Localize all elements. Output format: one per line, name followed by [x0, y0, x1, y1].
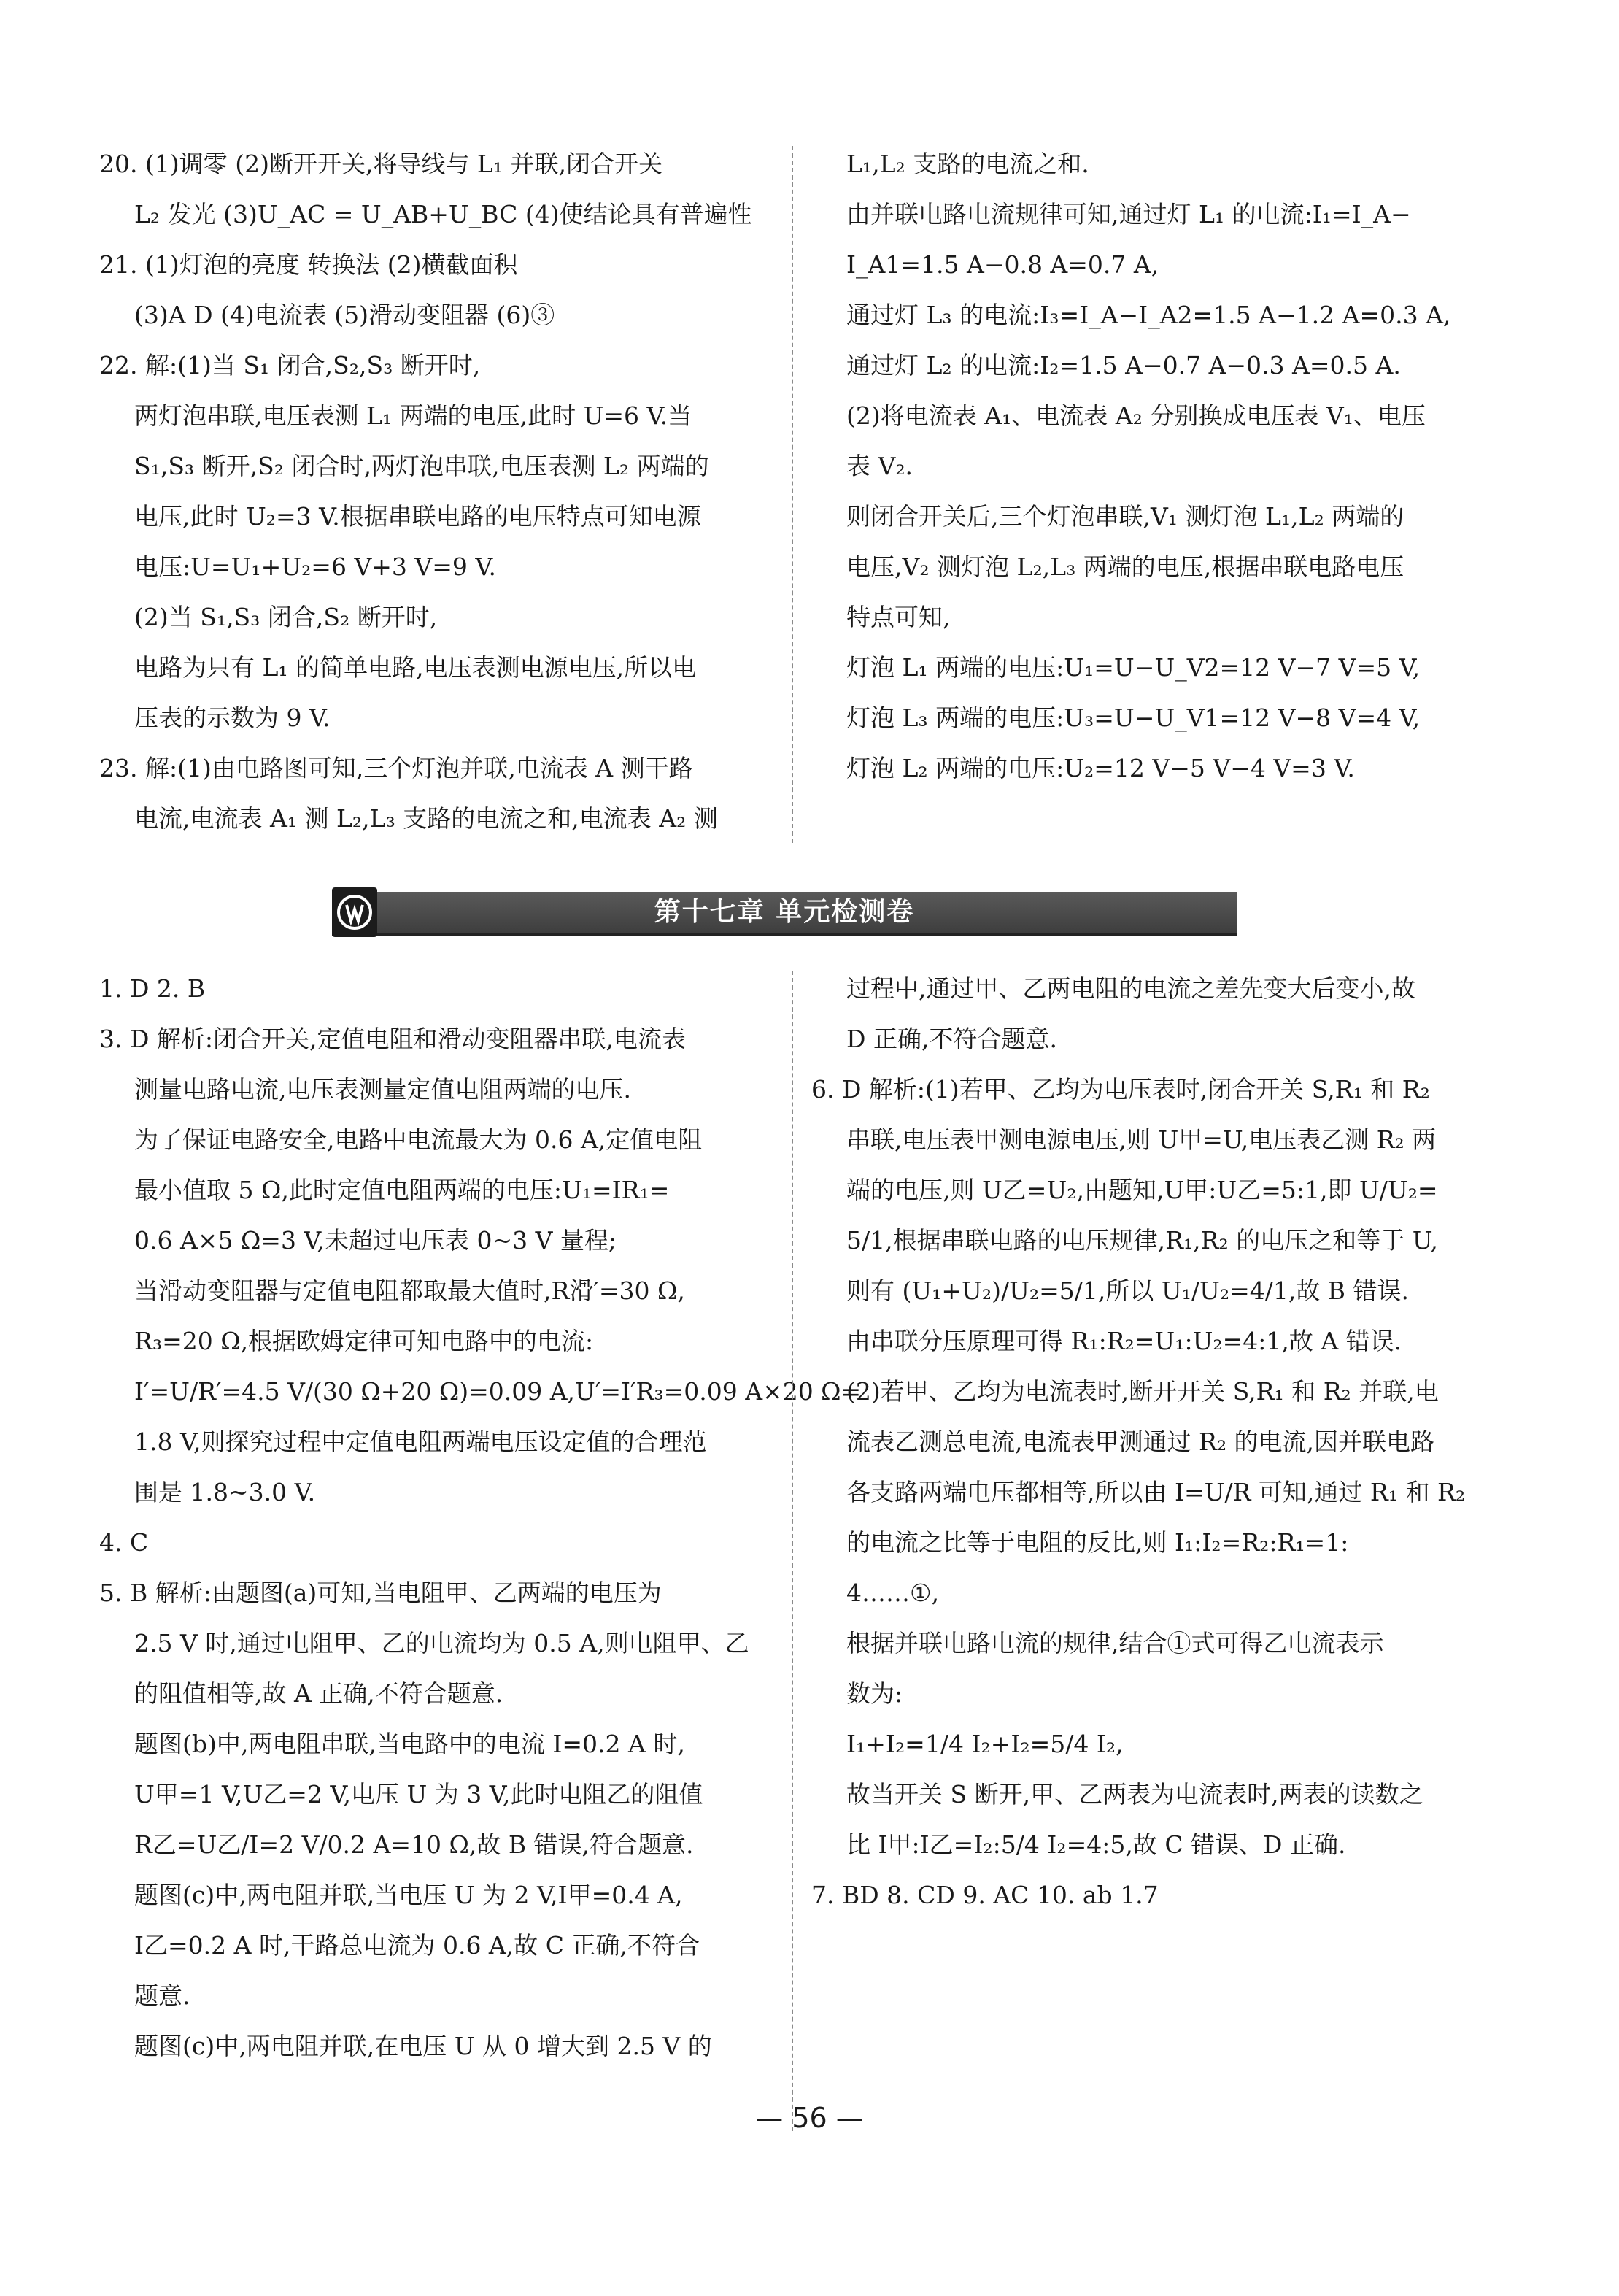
answer-line: 1. D 2. B [99, 974, 206, 1003]
answer-line: 通过灯 L₂ 的电流:I₂=1.5 A−0.7 A−0.3 A=0.5 A. [846, 351, 1401, 380]
answer-line: 电流,电流表 A₁ 测 L₂,L₃ 支路的电流之和,电流表 A₂ 测 [134, 804, 718, 833]
answer-line: 1.8 V,则探究过程中定值电阻两端电压设定值的合理范 [134, 1428, 707, 1456]
answer-line: 7. BD 8. CD 9. AC 10. ab 1.7 [811, 1881, 1159, 1909]
answer-line: 流表乙测总电流,电流表甲测通过 R₂ 的电流,因并联电路 [846, 1428, 1435, 1456]
answer-line: S₁,S₃ 断开,S₂ 闭合时,两灯泡串联,电压表测 L₂ 两端的 [134, 452, 709, 480]
answer-line: 5. B 解析:由题图(a)可知,当电阻甲、乙两端的电压为 [99, 1579, 662, 1607]
answer-line: I′=U/R′=4.5 V/(30 Ω+20 Ω)=0.09 A,U′=I′R₃=0.09 A×20 Ω= [134, 1377, 862, 1406]
answer-line: 通过灯 L₃ 的电流:I₃=I_A−I_A2=1.5 A−1.2 A=0.3 A, [846, 301, 1451, 329]
answer-line: 6. D 解析:(1)若甲、乙均为电压表时,闭合开关 S,R₁ 和 R₂ [811, 1075, 1430, 1103]
answer-line: 23. 解:(1)由电路图可知,三个灯泡并联,电流表 A 测干路 [99, 754, 693, 782]
answer-line: 最小值取 5 Ω,此时定值电阻两端的电压:U₁=IR₁= [134, 1176, 670, 1204]
answer-line: L₂ 发光 (3)U_AC = U_AB+U_BC (4)使结论具有普遍性 [134, 200, 752, 228]
answer-line: 则有 (U₁+U₂)/U₂=5/1,所以 U₁/U₂=4/1,故 B 错误. [846, 1276, 1410, 1305]
answer-line: 由串联分压原理可得 R₁:R₂=U₁:U₂=4:1,故 A 错误. [846, 1327, 1402, 1355]
column-divider [792, 971, 793, 2131]
top-left-column [99, 139, 770, 844]
page-number: — 56 — [755, 2102, 864, 2134]
answer-line: 过程中,通过甲、乙两电阻的电流之差先变大后变小,故 [846, 974, 1415, 1003]
answer-line: 电压:U=U₁+U₂=6 V+3 V=9 V. [134, 552, 496, 581]
answer-line: 两灯泡串联,电压表测 L₁ 两端的电压,此时 U=6 V.当 [134, 401, 692, 430]
answer-line: 的阻值相等,故 A 正确,不符合题意. [134, 1679, 503, 1708]
answer-line: (2)将电流表 A₁、电流表 A₂ 分别换成电压表 V₁、电压 [846, 401, 1426, 430]
answer-line: 题图(c)中,两电阻并联,在电压 U 从 0 增大到 2.5 V 的 [134, 2032, 712, 2060]
answer-line: 端的电压,则 U乙=U₂,由题知,U甲:U乙=5:1,即 U/U₂= [846, 1176, 1438, 1204]
answer-line: I乙=0.2 A 时,干路总电流为 0.6 A,故 C 正确,不符合 [134, 1931, 700, 1960]
answer-line: 题意. [134, 1981, 190, 2010]
answer-line: 电压,此时 U₂=3 V.根据串联电路的电压特点可知电源 [134, 502, 701, 531]
answer-line: 5/1,根据串联电路的电压规律,R₁,R₂ 的电压之和等于 U, [846, 1226, 1438, 1255]
answer-line: 22. 解:(1)当 S₁ 闭合,S₂,S₃ 断开时, [99, 351, 481, 380]
answer-line: (3)A D (4)电流表 (5)滑动变阻器 (6)③ [134, 301, 555, 329]
answer-line: 2.5 V 时,通过电阻甲、乙的电流均为 0.5 A,则电阻甲、乙 [134, 1629, 749, 1657]
answer-line: 数为: [846, 1679, 903, 1708]
answer-line: 由并联电路电流规律可知,通过灯 L₁ 的电流:I₁=I_A− [846, 200, 1411, 228]
answer-line: 4……①, [846, 1579, 940, 1607]
answer-line: 20. (1)调零 (2)断开开关,将导线与 L₁ 并联,闭合开关 [99, 150, 663, 178]
answer-line: R乙=U乙/I=2 V/0.2 A=10 Ω,故 B 错误,符合题意. [134, 1830, 694, 1859]
answer-line: (2)当 S₁,S₃ 闭合,S₂ 断开时, [134, 603, 438, 631]
answer-line: I₁+I₂=1/4 I₂+I₂=5/4 I₂, [846, 1730, 1124, 1758]
answer-line: L₁,L₂ 支路的电流之和. [846, 150, 1089, 178]
answer-line: 则闭合开关后,三个灯泡串联,V₁ 测灯泡 L₁,L₂ 两端的 [846, 502, 1404, 531]
answer-line: 各支路两端电压都相等,所以由 I=U/R 可知,通过 R₁ 和 R₂ [846, 1478, 1466, 1506]
answer-line: 为了保证电路安全,电路中电流最大为 0.6 A,定值电阻 [134, 1125, 703, 1154]
answer-line: 题图(b)中,两电阻串联,当电路中的电流 I=0.2 A 时, [134, 1730, 685, 1758]
answer-line: 比 I甲:I乙=I₂:5/4 I₂=4:5,故 C 错误、D 正确. [846, 1830, 1346, 1859]
column-divider [792, 146, 793, 843]
answer-line: 串联,电压表甲测电源电压,则 U甲=U,电压表乙测 R₂ 两 [846, 1125, 1437, 1154]
answer-line: 围是 1.8~3.0 V. [134, 1478, 316, 1506]
answer-line: 特点可知, [846, 603, 951, 631]
top-right-column [811, 139, 1526, 793]
chapter-icon [332, 887, 377, 937]
answer-line: 表 V₂. [846, 452, 913, 480]
answer-line: 0.6 A×5 Ω=3 V,未超过电压表 0~3 V 量程; [134, 1226, 617, 1255]
answer-line: 21. (1)灯泡的亮度 转换法 (2)横截面积 [99, 250, 518, 279]
answer-line: 3. D 解析:闭合开关,定值电阻和滑动变阻器串联,电流表 [99, 1025, 687, 1053]
answer-line: 根据并联电路电流的规律,结合①式可得乙电流表示 [846, 1629, 1384, 1657]
answer-line: 电压,V₂ 测灯泡 L₂,L₃ 两端的电压,根据串联电路电压 [846, 552, 1404, 581]
section-title: 第十七章 单元检测卷 [654, 897, 915, 927]
answer-line: 灯泡 L₃ 两端的电压:U₃=U−U_V1=12 V−8 V=4 V, [846, 704, 1421, 732]
answer-line: I_A1=1.5 A−0.8 A=0.7 A, [846, 250, 1159, 279]
answer-line: 电路为只有 L₁ 的简单电路,电压表测电源电压,所以电 [134, 653, 697, 682]
answer-line: (2)若甲、乙均为电流表时,断开开关 S,R₁ 和 R₂ 并联,电 [846, 1377, 1439, 1406]
answer-line: R₃=20 Ω,根据欧姆定律可知电路中的电流: [134, 1327, 594, 1355]
answer-line: 压表的示数为 9 V. [134, 704, 331, 732]
answer-line: 故当开关 S 断开,甲、乙两表为电流表时,两表的读数之 [846, 1780, 1423, 1808]
answer-line: 题图(c)中,两电阻并联,当电压 U 为 2 V,I甲=0.4 A, [134, 1881, 683, 1909]
bottom-right-column [811, 963, 1526, 1920]
answer-line: 灯泡 L₂ 两端的电压:U₂=12 V−5 V−4 V=3 V. [846, 754, 1355, 782]
answer-line: U甲=1 V,U乙=2 V,电压 U 为 3 V,此时电阻乙的阻值 [134, 1780, 703, 1808]
answer-line: 的电流之比等于电阻的反比,则 I₁:I₂=R₂:R₁=1: [846, 1528, 1349, 1557]
answer-line: 4. C [99, 1528, 149, 1557]
answer-line: 当滑动变阻器与定值电阻都取最大值时,R滑′=30 Ω, [134, 1276, 685, 1305]
answer-line: 灯泡 L₁ 两端的电压:U₁=U−U_V2=12 V−7 V=5 V, [846, 653, 1421, 682]
bottom-left-column [99, 963, 862, 2071]
answer-line: 测量电路电流,电压表测量定值电阻两端的电压. [134, 1075, 631, 1103]
answer-line: D 正确,不符合题意. [846, 1025, 1057, 1053]
